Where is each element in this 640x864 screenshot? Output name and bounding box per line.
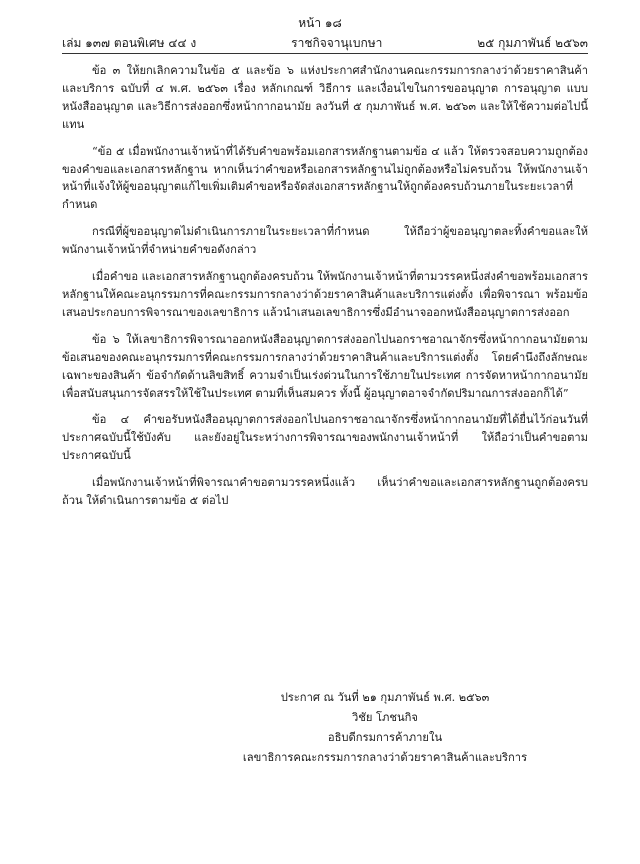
paragraph-clause-3: ข้อ ๓ ให้ยกเลิกความในข้อ ๕ และข้อ ๖ แห่งประกาศสำนักงานคณะกรรมการกลางว่าด้วยราคาสินค้าและบริการ ฉบับที่ ๔ พ.ศ. ๒๕๖๓ เรื่อง หลักเกณฑ์ วิธีการ และเงื่อนไขในการขออนุญาต การอนุญาต แบบหนังสืออนุญาต และวิธีการส่งออกซึ่งหน้ากากอนามัย ลงวันที่ ๕ กุมภาพันธ์ พ.ศ. ๒๕๖๓ และให้ใช้ความต่อไปนี้แทน	[62, 64, 588, 131]
document-body	[62, 62, 588, 519]
signatory-role: เลขาธิการคณะกรรมการกลางว่าด้วยราคาสินค้าและบริการ	[242, 751, 528, 764]
paragraph-clause-6: ข้อ ๖ ให้เลขาธิการพิจารณาออกหนังสืออนุญาตการส่งออกไปนอกราชอาณาจักรซึ่งหน้ากากอนามัยตามข้อเสนอของคณะอนุกรรมการที่คณะกรรมการกลางว่าด้วยราคาสินค้าและบริการแต่งตั้ง โดยคำนึงถึงลักษณะเฉพาะของสินค้า ข้อจำกัดด้านลิขสิทธิ์ ความจำเป็นเร่งด่วนในการใช้ภายในประเทศ การจัดหาหน้ากากอนามัยเพื่อสนับสนุนการจัดสรรให้ใช้ในประเทศ ตามที่เห็นสมควร ทั้งนี้ ผู้อนุญาตอาจจำกัดปริมาณการส่งออกก็ได้”	[62, 332, 588, 400]
paragraph-complete: เมื่อคำขอ และเอกสารหลักฐานถูกต้องครบถ้วน ให้พนักงานเจ้าหน้าที่ตามวรรคหนึ่งส่งคำขอพร้อมเอกสารหลักฐานให้คณะอนุกรรมการที่คณะกรรมการกลางว่าด้วยราคาสินค้าและบริการแต่งตั้ง เพื่อพิจารณา พร้อมข้อเสนอประกอบการพิจารณาของเลขาธิการ แล้วนำเสนอเลขาธิการซึ่งมีอำนาจออกหนังสืออนุญาตการส่งออก	[62, 270, 588, 319]
paragraph-clause-4: ข้อ ๔ คำขอรับหนังสืออนุญาตการส่งออกไปนอกราชอาณาจักรซึ่งหน้ากากอนามัยที่ได้ยื่นไว้ก่อนวันที่ประกาศฉบับนี้ใช้บังคับ และยังอยู่ในระหว่างการพิจารณาของพนักงานเจ้าหน้าที่ ให้ถือว่าเป็นคำขอตามประกาศฉบับนี้	[62, 413, 588, 463]
announcement-date: ประกาศ ณ วันที่ ๒๑ กุมภาพันธ์ พ.ศ. ๒๕๖๓	[280, 691, 490, 704]
signatory-name: วิชัย โภชนกิจ	[352, 711, 418, 724]
publish-date: ๒๕ กุมภาพันธ์ ๒๕๖๓	[477, 36, 588, 50]
gazette-header	[62, 34, 588, 53]
gazette-title: ราชกิจจานุเบกษา	[291, 36, 383, 50]
paragraph-clause-5: “ข้อ ๕ เมื่อพนักงานเจ้าหน้าที่ได้รับคำขอพร้อมเอกสารหลักฐานตามข้อ ๔ แล้ว ให้ตรวจสอบความถูกต้องของคำขอและเอกสารหลักฐาน หากเห็นว่าคำขอหรือเอกสารหลักฐานไม่ถูกต้องหรือไม่ครบถ้วน ให้พนักงานเจ้าหน้าที่แจ้งให้ผู้ขออนุญาตแก้ไขเพิ่มเติมคำขอหรือจัดส่งเอกสารหลักฐานให้ถูกต้องครบถ้วนภายในระยะเวลาที่กำหนด	[62, 144, 588, 212]
header-divider	[62, 53, 588, 54]
volume-info: เล่ม ๑๓๗ ตอนพิเศษ ๔๔ ง	[62, 36, 197, 50]
page-number: หน้า ๑๘	[298, 16, 342, 30]
signature-block	[62, 688, 588, 768]
paragraph-abandon: กรณีที่ผู้ขออนุญาตไม่ดำเนินการภายในระยะเวลาที่กำหนด ให้ถือว่าผู้ขออนุญาตละทิ้งคำขอและให้พนักงานเจ้าหน้าที่จำหน่ายคำขอดังกล่าว	[62, 225, 588, 257]
paragraph-proceed: เมื่อพนักงานเจ้าหน้าที่พิจารณาคำขอตามวรรคหนึ่งแล้ว เห็นว่าคำขอและเอกสารหลักฐานถูกต้องครบถ้วน ให้ดำเนินการตามข้อ ๕ ต่อไป	[62, 476, 588, 508]
signatory-position: อธิบดีกรมการค้าภายใน	[327, 731, 443, 744]
